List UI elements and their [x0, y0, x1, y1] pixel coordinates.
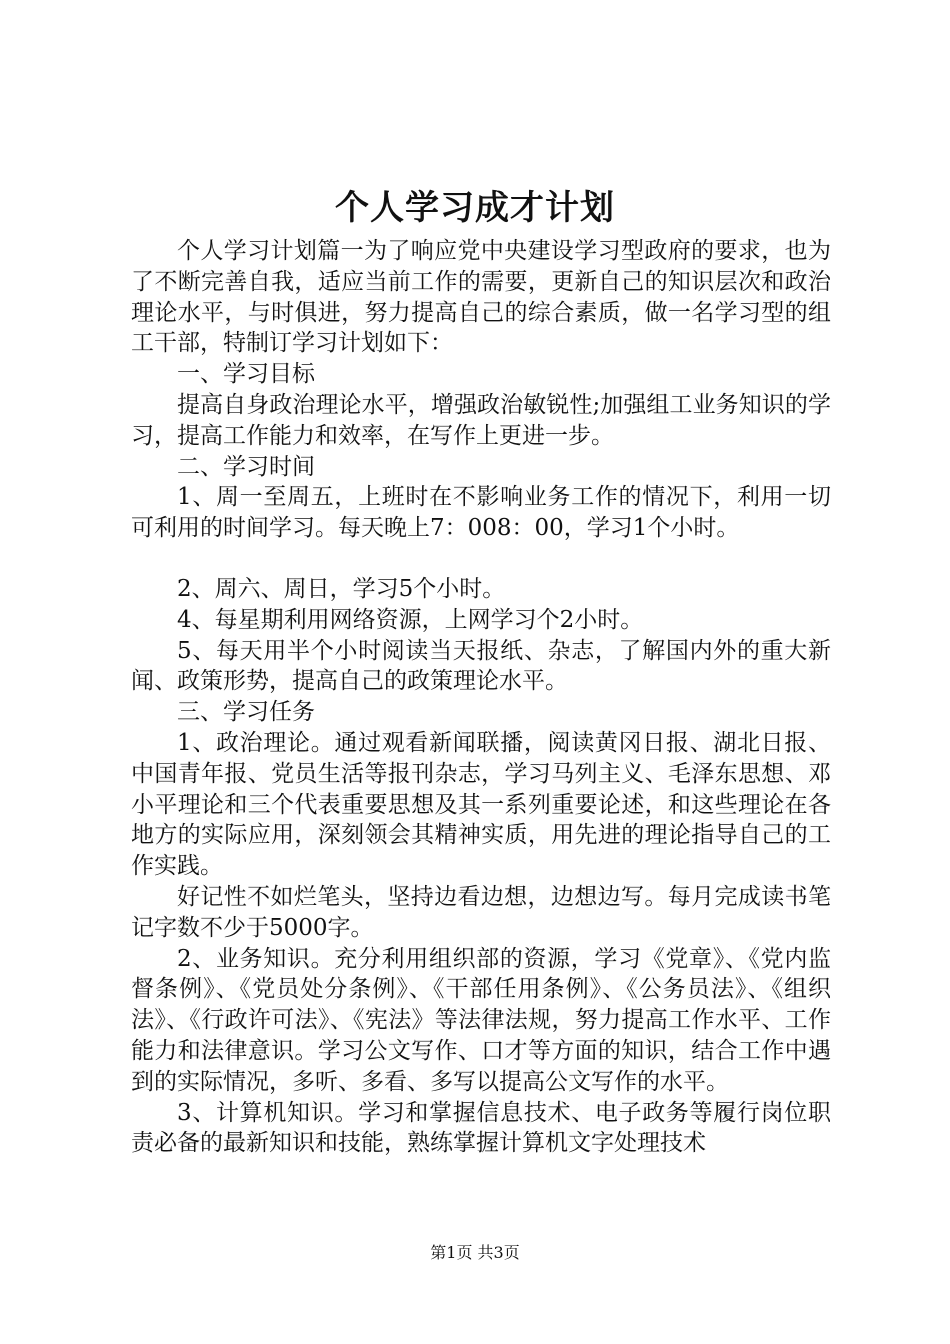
paragraph: 个人学习计划篇一为了响应党中央建设学习型政府的要求，也为了不断完善自我，适应当前工作的需要，更新自己的知识层次和政治理论水平，与时俱进，努力提高自己的综合素质，做一名学习型的组工干部，特制订学习计划如下：: [131, 238, 831, 357]
section-heading: 一、学习目标: [177, 361, 315, 388]
paragraph: 1、周一至周五，上班时在不影响业务工作的情况下，利用一切可利用的时间学习。每天晚上7：008：00，学习1个小时。: [131, 484, 831, 542]
page-footer: 第1页 共3页: [430, 1243, 520, 1262]
document-title: 个人学习成才计划: [335, 188, 615, 228]
paragraph: 1、政治理论。通过观看新闻联播，阅读黄冈日报、湖北日报、中国青年报、党员生活等报刊杂志，学习马列主义、毛泽东思想、邓小平理论和三个代表重要思想及其一系列重要论述，和这些理论在各地方的实际应用，深刻领会其精神实质，用先进的理论指导自己的工作实践。: [131, 729, 831, 880]
section-heading: 二、学习时间: [177, 453, 315, 480]
paragraph: 3、计算机知识。学习和掌握信息技术、电子政务等履行岗位职责必备的最新知识和技能，熟练掌握计算机文字处理技术: [131, 1099, 831, 1157]
paragraph: 2、业务知识。充分利用组织部的资源，学习《党章》、《党内监督条例》、《党员处分条例》、《干部任用条例》、《公务员法》、《组织法》、《行政许可法》、《宪法》等法律法规，努力提高工作水平、工作能力和法律意识。学习公文写作、口才等方面的知识，结合工作中遇到的实际情况，多听、多看、多写以提高公文写作的水平。: [131, 945, 831, 1095]
document-body: [131, 236, 831, 1159]
paragraph: 2、周六、周日，学习5个小时。: [177, 575, 506, 602]
paragraph: 提高自身政治理论水平，增强政治敏锐性;加强组工业务知识的学习，提高工作能力和效率，在写作上更进一步。: [131, 391, 831, 449]
paragraph: 好记性不如烂笔头，坚持边看边想，边想边写。每月完成读书笔记字数不少于5000字。: [131, 883, 831, 941]
paragraph: 4、每星期利用网络资源，上网学习个2小时。: [177, 606, 644, 633]
paragraph: 5、每天用半个小时阅读当天报纸、杂志，了解国内外的重大新闻、政策形势，提高自己的政策理论水平。: [131, 637, 831, 695]
section-heading: 三、学习任务: [177, 699, 315, 726]
